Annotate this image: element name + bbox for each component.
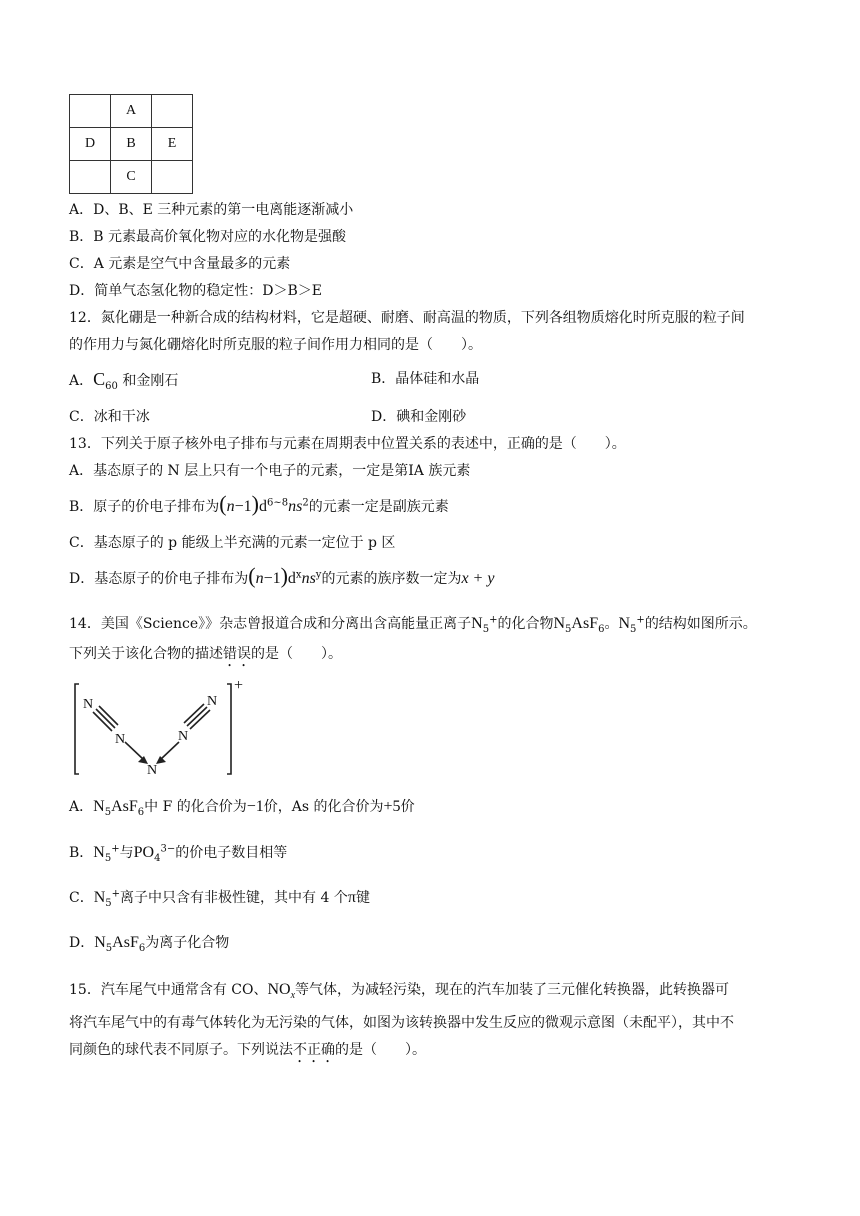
orbital-ns: ns <box>301 570 316 587</box>
grid-cell <box>70 161 111 194</box>
q12-stem-line2: 的作用力与氮化硼熔化时所克服的粒子间作用力相同的是（ ）。 <box>69 337 482 353</box>
var-n: n <box>255 570 264 587</box>
q14-stem-d: 的结构如图所示。 <box>644 616 757 632</box>
q14-a-mid1: 中 F 的化合价为 <box>144 799 247 815</box>
q12-option-b: B．晶体硅和水晶 <box>371 371 480 387</box>
q14-d-text: 为离子化合物 <box>145 935 230 951</box>
var-n: n <box>226 498 235 515</box>
q15-line1-b: 等气体，为减轻污染，现在的汽车加装了三元催化转换器，此转换器可 <box>295 982 730 998</box>
grid-cell: E <box>152 128 193 161</box>
compound-sub2: 6 <box>138 942 146 954</box>
ion-sub: 5 <box>104 852 112 864</box>
q14-line2-b: 的是（ ）。 <box>251 646 342 662</box>
q14-d-prefix: D． <box>69 935 95 951</box>
q14-option-c <box>69 888 370 908</box>
q13-stem: 13．下列关于原子核外电子排布与元素在周期表中位置关系的表述中，正确的是（ ）。 <box>69 436 626 452</box>
sup-6-8: 6~8 <box>266 497 289 509</box>
q13-d-text: 的元素的族序数一定为 <box>321 571 462 587</box>
valence-minus1: −1 <box>246 798 264 815</box>
q15-stem-line3 <box>69 1040 426 1066</box>
compound-asf: AsF <box>111 798 138 815</box>
q14-b-text: 的价电子数目相等 <box>175 845 288 861</box>
grid-cell: C <box>111 161 152 194</box>
q15-line3-a: 同颜色的球代表不同原子。下列说法 <box>69 1042 293 1058</box>
ion-n5: N <box>93 844 105 861</box>
q13-option-a: A．基态原子的 N 层上只有一个电子的元素，一定是第ⅠA 族元素 <box>69 463 471 479</box>
q14-line2-a: 下列关于该化合物的描述 <box>69 646 223 662</box>
compound-sub1: 5 <box>105 942 113 954</box>
q14-c-prefix: C． <box>69 890 94 906</box>
emphasis-buzhengque: 不正确 <box>293 1042 335 1058</box>
sup-2: 2 <box>302 497 309 509</box>
n5-structure-diagram <box>70 678 250 778</box>
phosphate-sup: 3− <box>160 843 176 855</box>
minus-one: −1 <box>234 498 252 515</box>
q12-option-c: C．冰和干冰 <box>69 409 150 425</box>
q15-stem-line1 <box>69 980 729 1000</box>
orbital-d: d <box>287 570 296 587</box>
q13-b-text: 的元素一定是副族元素 <box>308 499 449 515</box>
q14-b-prefix: B． <box>69 845 94 861</box>
atom-n: N <box>147 763 158 778</box>
atom-n: N <box>178 729 189 744</box>
ion-sup: + <box>489 614 498 626</box>
q14-option-d <box>69 933 229 953</box>
ion-sub: 5 <box>482 623 490 635</box>
grid-cell: D <box>70 128 111 161</box>
formula-sub: 60 <box>105 380 118 392</box>
compound-sub2: 6 <box>598 623 605 635</box>
q14-a-end: 价 <box>400 799 415 815</box>
q14-stem-line2 <box>69 644 342 670</box>
compound-sub2: 6 <box>137 806 145 818</box>
q13-b-prefix: B．原子的价电子排布为 <box>69 499 220 515</box>
q14-stem-b: 的化合物 <box>497 616 554 632</box>
ion-n5: N <box>471 615 483 632</box>
q12-option-d: D．碘和金刚砂 <box>371 409 467 425</box>
q15-line1-a: 15．汽车尾气中通常含有 CO、 <box>69 982 268 998</box>
emphasis-cuowu: 错误 <box>223 646 251 662</box>
q14-stem-line1 <box>69 614 757 634</box>
paren-close: ) <box>251 491 259 516</box>
grid-cell <box>152 161 193 194</box>
compound-n: N <box>93 798 105 815</box>
compound-n: N <box>94 934 106 951</box>
q14-a-prefix: A． <box>69 799 94 815</box>
q14-c-text1: 离子中只含有非极性键，其中有 4 个 <box>120 890 348 906</box>
atom-n: N <box>115 732 126 747</box>
ion-sup: + <box>111 888 121 900</box>
paren-close: ) <box>280 563 288 588</box>
q12-stem-line1: 12．氮化硼是一种新合成的结构材料，它是超硬、耐磨、耐高温的物质，下列各组物质熔化时所克服的粒子间 <box>69 310 745 326</box>
atom-n: N <box>83 697 94 712</box>
ion-sup: + <box>636 614 645 626</box>
grid-cell <box>152 95 193 128</box>
paren-open: ( <box>219 491 227 516</box>
formula-c: C <box>93 369 106 389</box>
q14-a-mid2: 价，As 的化合价为 <box>263 799 384 815</box>
ion-n5: N <box>618 615 631 632</box>
element-position-grid <box>69 94 193 194</box>
pi-symbol: π <box>347 889 356 906</box>
compound-asf: AsF <box>571 615 599 632</box>
q14-c-text2: 键 <box>355 890 370 906</box>
q13-option-d <box>69 563 495 589</box>
q14-stem-a: 14．美国《Science》》杂志曾报道合成和分离出含高能量正离子 <box>69 616 472 632</box>
grid-cell <box>70 95 111 128</box>
formula-nox-sub: x <box>290 989 296 1001</box>
ion-sub: 5 <box>105 897 112 909</box>
minus-one: −1 <box>263 570 281 587</box>
q11-option-c: C．A 元素是空气中含量最多的元素 <box>69 256 291 272</box>
ion-n5: N <box>93 889 106 906</box>
compound-sub1: 5 <box>104 806 112 818</box>
compound-asf: AsF <box>112 934 139 951</box>
q12-option-a-text: 和金刚石 <box>122 373 179 389</box>
expr-x-plus-y: x + y <box>461 570 495 587</box>
q13-d-prefix: D．基态原子的价电子排布为 <box>69 571 249 587</box>
grid-cell: B <box>111 128 152 161</box>
sup-y: y <box>315 569 322 581</box>
q15-stem-line2: 将汽车尾气中的有毒气体转化为无污染的气体，如图为该转换器中发生反应的微观示意图（未配平），其中不 <box>69 1015 734 1031</box>
paren-open: ( <box>248 563 256 588</box>
ion-charge: + <box>234 678 244 694</box>
grid-cell: A <box>111 95 152 128</box>
q11-option-a: A．D、B、E 三种元素的第一电离能逐渐减小 <box>69 202 354 218</box>
compound-n: N <box>553 615 566 632</box>
q14-stem-c: 。 <box>604 616 619 632</box>
q11-option-b: B．B 元素最高价氧化物对应的水化物是强酸 <box>69 229 347 245</box>
ion-sub: 5 <box>630 623 637 635</box>
q13-option-b <box>69 491 449 517</box>
formula-nox: NO <box>267 981 291 998</box>
orbital-d: d <box>258 498 267 515</box>
q12-option-a-prefix: A． <box>69 373 94 389</box>
q14-option-b <box>69 843 287 863</box>
phosphate-sub: 4 <box>154 852 161 864</box>
phosphate: PO <box>133 844 155 861</box>
q15-line3-b: 的是（ ）。 <box>335 1042 426 1058</box>
compound-sub1: 5 <box>565 623 572 635</box>
orbital-ns: ns <box>288 498 303 515</box>
atom-n: N <box>207 694 218 709</box>
q11-option-d: D．简单气态氢化物的稳定性：D＞B＞E <box>69 283 322 299</box>
sup-x: x <box>295 569 302 581</box>
q14-b-mid: 与 <box>119 845 134 861</box>
valence-plus5: +5 <box>383 798 401 815</box>
ion-sup: + <box>111 843 120 855</box>
q12-option-a <box>69 369 178 391</box>
q13-option-c: C．基态原子的 p 能级上半充满的元素一定位于 p 区 <box>69 535 396 551</box>
q14-option-a <box>69 797 415 817</box>
